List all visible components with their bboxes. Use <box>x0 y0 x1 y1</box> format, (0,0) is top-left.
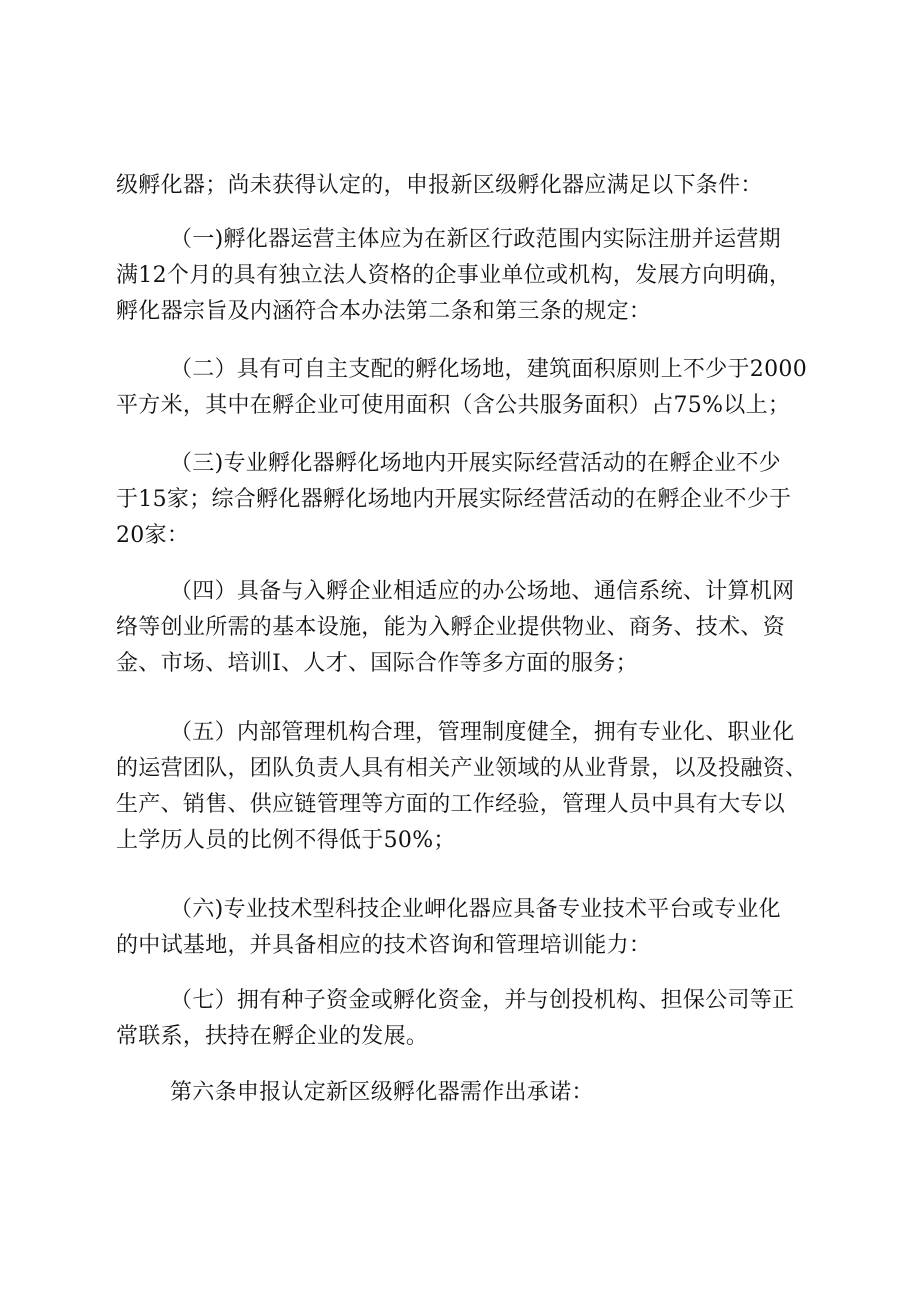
text-line: 的运营团队，团队负责人具有相关产业领域的从业背景，以及投融资、 <box>116 756 808 781</box>
text-line: 级孵化器；尚未获得认定的，申报新区级孵化器应满足以下条件： <box>116 173 763 198</box>
condition-6-paragraph <box>116 892 816 964</box>
text-line: 上学历人员的比例不得低于50%； <box>116 828 456 853</box>
condition-1-paragraph <box>116 222 816 330</box>
intro-paragraph <box>116 168 816 204</box>
condition-5-paragraph <box>116 715 816 859</box>
text-line: 金、市场、培训I、人才、国际合作等多方面的服务； <box>116 651 638 676</box>
condition-4-paragraph <box>116 574 816 682</box>
text-line: （六)专业技术型科技企业岬化器应具备专业技术平台或专业化 <box>170 897 781 922</box>
text-line: （五）内部管理机构合理，管理制度健全，拥有专业化、职业化 <box>170 720 795 745</box>
text-line: （三)专业孵化器孵化场地内开展实际经营活动的在孵企业不少 <box>170 451 781 476</box>
text-line: （四）具备与入孵企业相适应的办公场地、通信系统、计算机网 <box>170 579 795 604</box>
text-line: （二）具有可自主支配的孵化场地，建筑面积原则上不少于2000 <box>170 357 807 382</box>
condition-3-paragraph <box>116 446 816 554</box>
text-line: 络等创业所需的基本设施，能为入孵企业提供物业、商务、技术、资 <box>116 615 786 640</box>
text-line: 第六条申报认定新区级孵化器需作出承诺： <box>170 1080 594 1105</box>
condition-7-paragraph <box>116 983 816 1055</box>
text-line: 生产、销售、供应链管理等方面的工作经验，管理人员中具有大专以 <box>116 792 786 817</box>
condition-2-paragraph <box>116 352 816 424</box>
text-line: （一)孵化器运营主体应为在新区行政范围内实际注册并运营期 <box>170 227 781 252</box>
text-line: 平方米，其中在孵企业可使用面积（含公共服务面积）占75%以上； <box>116 393 791 418</box>
text-line: 常联系，扶持在孵企业的发展。 <box>116 1024 429 1049</box>
text-line: 孵化器宗旨及内涵符合本办法第二条和第三条的规定： <box>116 299 652 324</box>
text-line: 20家： <box>116 523 190 548</box>
text-line: （七）拥有种子资金或孵化资金，并与创投机构、担保公司等正 <box>170 988 795 1013</box>
text-line: 于15家；综合孵化器孵化场地内开展实际经营活动的在孵企业不少于 <box>116 487 792 512</box>
text-line: 满12个月的具有独立法人资格的企事业单位或机构，发展方向明确， <box>116 263 792 288</box>
article-6-heading <box>116 1075 816 1111</box>
text-line: 的中试基地，并具备相应的技术咨询和管理培训能力： <box>116 933 652 958</box>
